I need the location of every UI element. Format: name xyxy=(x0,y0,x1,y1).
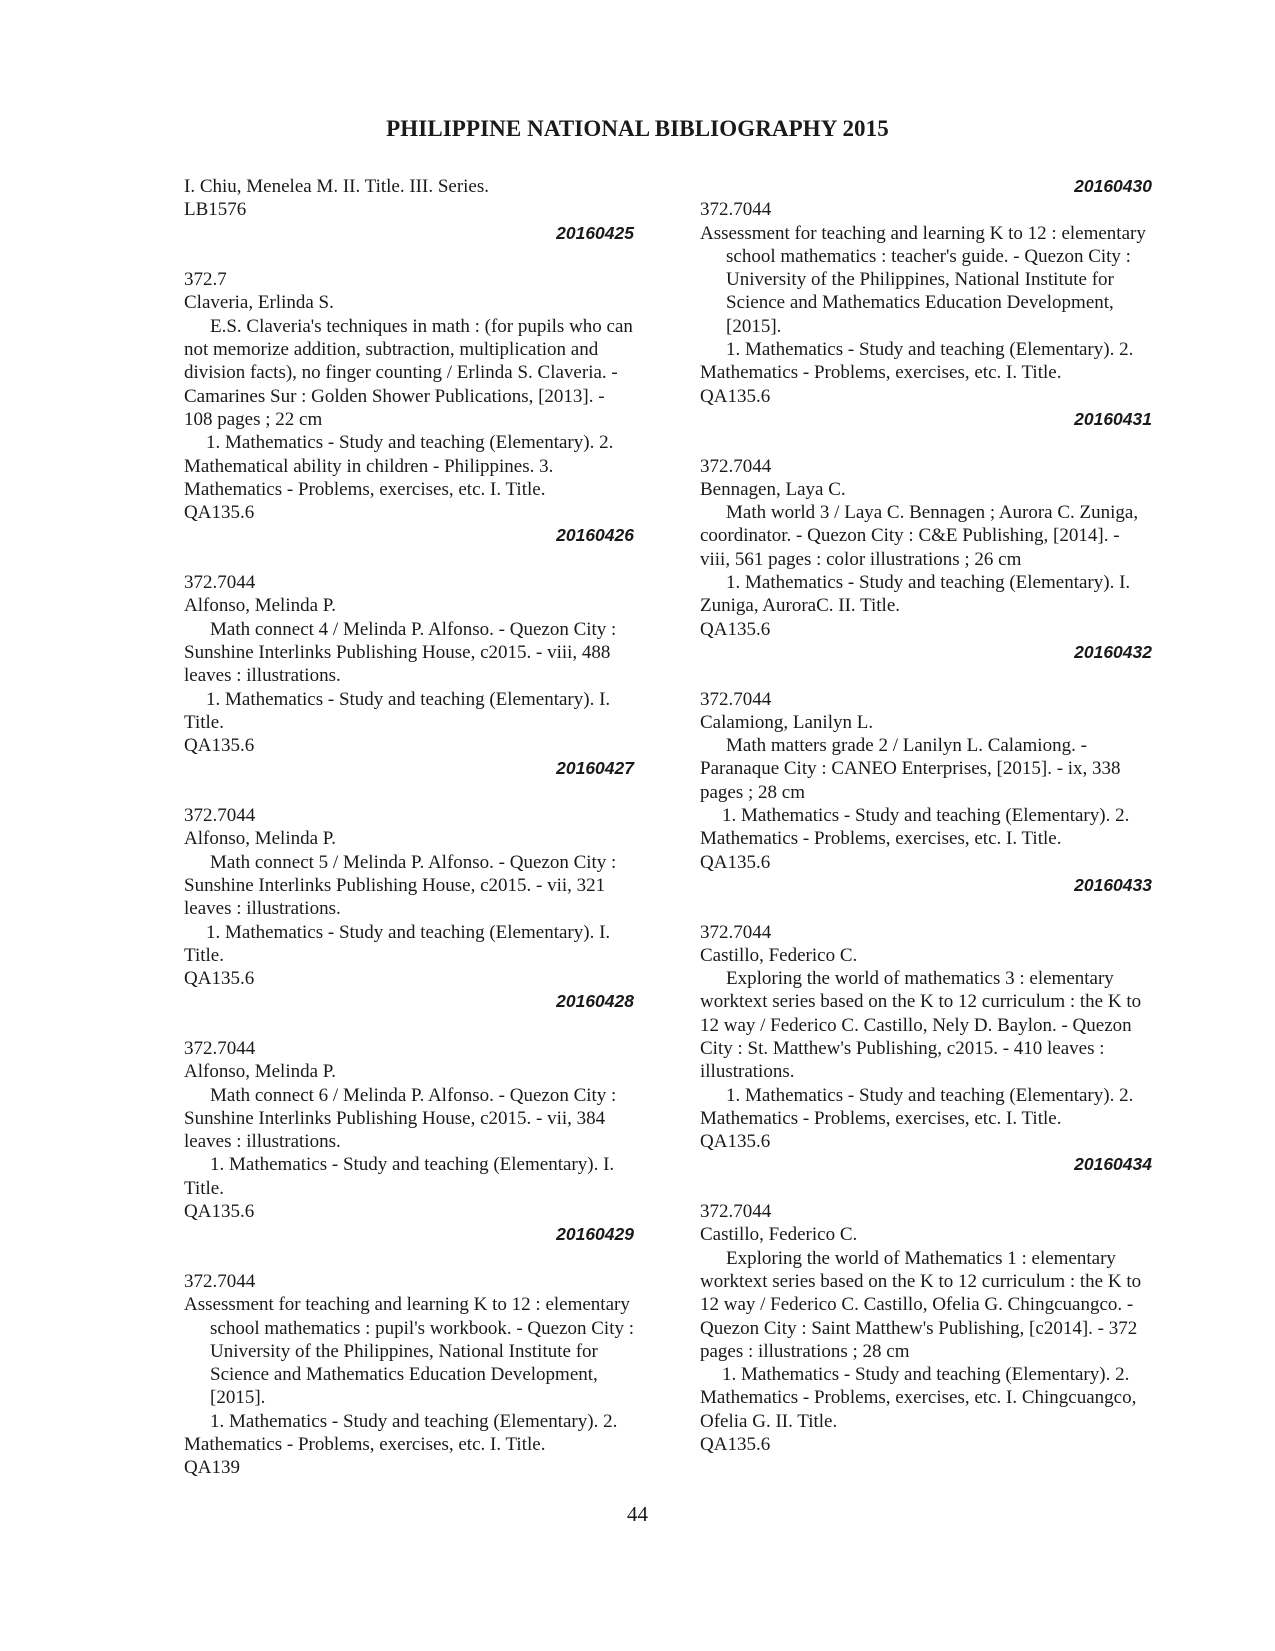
entry-line: 1. Mathematics - Study and teaching (Elementary). 2. xyxy=(726,1084,1134,1106)
entry-line: Sunshine Interlinks Publishing House, c2015. - viii, 488 xyxy=(184,641,611,663)
entry-line: leaves : illustrations. xyxy=(184,665,341,687)
entry-line: 372.7044 xyxy=(184,572,256,594)
entry-line: QA135.6 xyxy=(184,968,255,990)
entry-line: Claveria, Erlinda S. xyxy=(184,292,334,314)
line-spacer xyxy=(184,245,664,268)
accession-number: 20160426 xyxy=(556,525,634,546)
entry-line: Title. xyxy=(184,1177,224,1199)
entry-line: viii, 561 pages : color illustrations ; 26 cm xyxy=(700,548,1022,570)
entry-line: 1. Mathematics - Study and teaching (Elementary). I. xyxy=(206,921,611,943)
entry-line: Sunshine Interlinks Publishing House, c2015. - vii, 321 xyxy=(184,874,606,896)
line-spacer xyxy=(700,664,1190,687)
entry-line: Alfonso, Melinda P. xyxy=(184,595,336,617)
entry-line: QA135.6 xyxy=(700,851,771,873)
entry-line: QA135.6 xyxy=(184,1201,255,1223)
entry-line: 1. Mathematics - Study and teaching (Elementary). I. xyxy=(206,688,611,710)
right-column xyxy=(700,175,1190,1456)
accession-number: 20160428 xyxy=(556,991,634,1012)
entry-line: Castillo, Federico C. xyxy=(700,944,858,966)
entry-line: 1. Mathematics - Study and teaching (Elementary). I. xyxy=(726,572,1131,594)
entry-line: Mathematical ability in children - Philippines. 3. xyxy=(184,455,554,477)
entry-line: Math connect 5 / Melinda P. Alfonso. - Quezon City : xyxy=(210,851,617,873)
line-spacer xyxy=(700,1177,1190,1200)
entry-line: Title. xyxy=(184,711,224,733)
entry-line: Quezon City : Saint Matthew's Publishing, [c2014]. - 372 xyxy=(700,1317,1138,1339)
entry-line: Castillo, Federico C. xyxy=(700,1224,858,1246)
entry-line: City : St. Matthew's Publishing, c2015. - 410 leaves : xyxy=(700,1037,1105,1059)
entry-line: 1. Mathematics - Study and teaching (Elementary). 2. xyxy=(722,805,1130,827)
entry-line: Mathematics - Problems, exercises, etc. I. Title. xyxy=(184,1434,546,1456)
entry-line: Math connect 4 / Melinda P. Alfonso. - Quezon City : xyxy=(210,618,617,640)
entry-line: pages ; 28 cm xyxy=(700,781,806,803)
entry-line: 1. Mathematics - Study and teaching (Elementary). 2. xyxy=(210,1410,618,1432)
entry-line: Math connect 6 / Melinda P. Alfonso. - Quezon City : xyxy=(210,1084,617,1106)
accession-number: 20160434 xyxy=(1074,1154,1152,1175)
accession-number: 20160429 xyxy=(556,1224,634,1245)
entry-line: Math matters grade 2 / Lanilyn L. Calamiong. - xyxy=(726,735,1087,757)
entry-line: 372.7044 xyxy=(700,921,772,943)
line-spacer xyxy=(700,431,1190,454)
entry-line: Mathematics - Problems, exercises, etc. I. Title. xyxy=(184,478,546,500)
entry-line: 1. Mathematics - Study and teaching (Elementary). 2. xyxy=(206,432,614,454)
entry-line: QA135.6 xyxy=(700,1131,771,1153)
entry-line: leaves : illustrations. xyxy=(184,1131,341,1153)
entry-line: 372.7044 xyxy=(184,1270,256,1292)
line-spacer xyxy=(184,1014,664,1037)
entry-line: 12 way / Federico C. Castillo, Nely D. Baylon. - Quezon xyxy=(700,1014,1132,1036)
accession-number: 20160431 xyxy=(1074,408,1152,429)
entry-line: Mathematics - Problems, exercises, etc. I. Title. xyxy=(700,828,1062,850)
entry-line: Sunshine Interlinks Publishing House, c2015. - vii, 384 xyxy=(184,1107,606,1129)
entry-line: not memorize addition, subtraction, multiplication and xyxy=(184,339,599,361)
entry-line: Mathematics - Problems, exercises, etc. I. Chingcuangco, xyxy=(700,1387,1137,1409)
entry-line: illustrations. xyxy=(700,1061,795,1083)
line-spacer xyxy=(184,548,664,571)
entry-line: LB1576 xyxy=(184,199,247,221)
entry-line: 372.7 xyxy=(184,269,227,291)
accession-number: 20160430 xyxy=(1074,176,1152,196)
entry-line: worktext series based on the K to 12 curriculum : the K to xyxy=(700,991,1142,1013)
entry-line: 372.7044 xyxy=(700,1201,772,1223)
entry-line: University of the Philippines, National Institute for xyxy=(210,1340,598,1362)
entry-line: Calamiong, Lanilyn L. xyxy=(700,711,874,733)
entry-line: QA135.6 xyxy=(700,618,771,640)
entry-line: 108 pages ; 22 cm xyxy=(184,408,323,430)
entry-line: E.S. Claveria's techniques in math : (for pupils who can xyxy=(210,315,633,337)
entry-line: 372.7044 xyxy=(184,805,256,827)
entry-line: 12 way / Federico C. Castillo, Ofelia G. Chingcuangco. - xyxy=(700,1294,1134,1316)
entry-line: [2015]. xyxy=(210,1387,266,1409)
accession-number: 20160427 xyxy=(556,758,634,779)
entry-line: QA135.6 xyxy=(184,735,255,757)
entry-line: QA139 xyxy=(184,1457,240,1479)
entry-line: University of the Philippines, National Institute for xyxy=(726,269,1114,291)
entry-line: 1. Mathematics - Study and teaching (Elementary). 2. xyxy=(726,339,1134,361)
entry-line: Math world 3 / Laya C. Bennagen ; Aurora C. Zuniga, xyxy=(726,502,1139,524)
entry-line: Zuniga, AuroraC. II. Title. xyxy=(700,595,901,617)
entry-line: 372.7044 xyxy=(700,199,772,221)
entry-line: school mathematics : pupil's workbook. - Quezon City : xyxy=(210,1317,635,1339)
entry-line: Title. xyxy=(184,944,224,966)
line-spacer xyxy=(184,781,664,804)
entry-line: Alfonso, Melinda P. xyxy=(184,828,336,850)
entry-line: 372.7044 xyxy=(700,688,772,710)
entry-line: pages : illustrations ; 28 cm xyxy=(700,1340,910,1362)
entry-line: I. Chiu, Menelea M. II. Title. III. Series. xyxy=(184,176,490,197)
entry-line: division facts), no finger counting / Erlinda S. Claveria. - xyxy=(184,362,618,384)
entry-line: 372.7044 xyxy=(700,455,772,477)
entry-line: Mathematics - Problems, exercises, etc. I. Title. xyxy=(700,1107,1062,1129)
entry-line: Exploring the world of mathematics 3 : elementary xyxy=(726,968,1114,990)
entry-line: school mathematics : teacher's guide. - Quezon City : xyxy=(726,245,1131,267)
entry-line: 1. Mathematics - Study and teaching (Elementary). I. xyxy=(210,1154,615,1176)
page-title: PHILIPPINE NATIONAL BIBLIOGRAPHY 2015 xyxy=(386,116,889,141)
entry-line: 372.7044 xyxy=(184,1037,256,1059)
entry-line: Paranaque City : CANEO Enterprises, [2015]. - ix, 338 xyxy=(700,758,1121,780)
entry-line: Science and Mathematics Education Development, xyxy=(210,1364,598,1386)
line-spacer xyxy=(184,1247,664,1270)
accession-number: 20160432 xyxy=(1074,641,1152,662)
left-column xyxy=(184,175,664,1480)
entry-line: Alfonso, Melinda P. xyxy=(184,1061,336,1083)
entry-line: 1. Mathematics - Study and teaching (Elementary). 2. xyxy=(722,1364,1130,1386)
page-number: 44 xyxy=(627,1502,648,1526)
entry-line: Assessment for teaching and learning K to 12 : elementary xyxy=(184,1294,630,1316)
accession-number: 20160433 xyxy=(1074,874,1152,895)
entry-line: QA135.6 xyxy=(184,502,255,524)
entry-line: Exploring the world of Mathematics 1 : elementary xyxy=(726,1247,1116,1269)
entry-line: coordinator. - Quezon City : C&E Publishing, [2014]. - xyxy=(700,525,1120,547)
accession-number: 20160425 xyxy=(556,222,634,243)
entry-line: Mathematics - Problems, exercises, etc. I. Title. xyxy=(700,362,1062,384)
entry-line: Camarines Sur : Golden Shower Publications, [2013]. - xyxy=(184,385,605,407)
entry-line: QA135.6 xyxy=(700,1434,771,1456)
line-spacer xyxy=(700,897,1190,920)
entry-line: Bennagen, Laya C. xyxy=(700,478,846,500)
entry-line: QA135.6 xyxy=(700,385,771,407)
entry-line: worktext series based on the K to 12 curriculum : the K to xyxy=(700,1270,1142,1292)
entry-line: Ofelia G. II. Title. xyxy=(700,1410,838,1432)
entry-line: Assessment for teaching and learning K to 12 : elementary xyxy=(700,222,1146,244)
entry-line: Science and Mathematics Education Development, xyxy=(726,292,1114,314)
entry-line: leaves : illustrations. xyxy=(184,898,341,920)
entry-line: [2015]. xyxy=(726,315,782,337)
